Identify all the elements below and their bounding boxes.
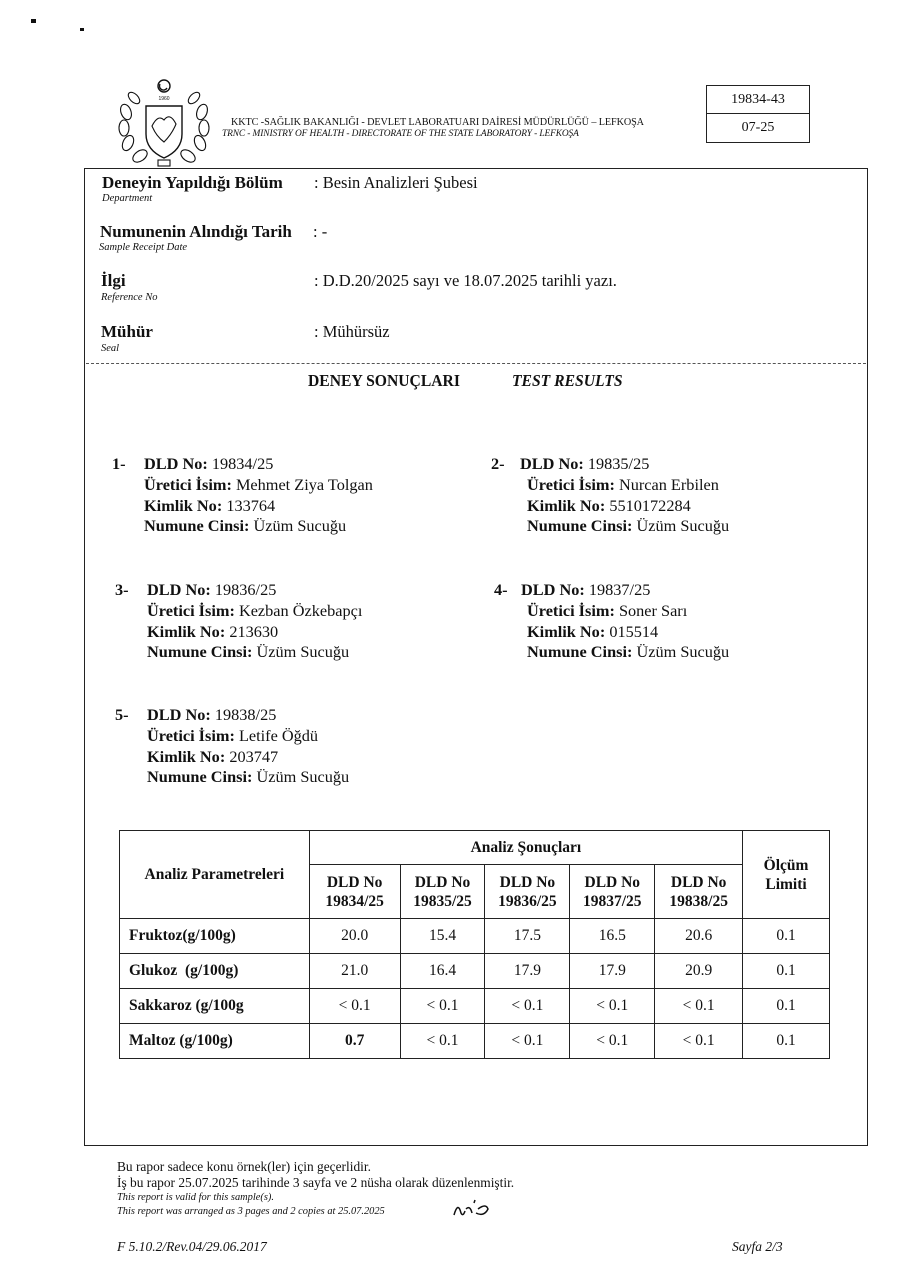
arrangement-note-en: This report was arranged as 3 pages and 2 copies at 25.07.2025 (117, 1206, 385, 1217)
organization-name-en: TRNC - MINISTRY OF HEALTH - DIRECTORATE OF THE STATE LABORATORY - LEFKOŞA (222, 129, 579, 139)
sample-index: 3- (115, 580, 129, 599)
results-table (119, 830, 830, 1059)
value-cell: < 0.1 (570, 989, 655, 1024)
svg-text:1960: 1960 (158, 96, 170, 102)
param-header: Analiz Parametreleri (120, 831, 310, 919)
sample-type: Üzüm Sucuğu (636, 516, 730, 536)
sample-index: 2- (491, 454, 505, 473)
param-cell: Sakkaroz (g/100g (120, 989, 310, 1024)
column-header: DLD No 19835/25 (400, 865, 485, 919)
value-cell: 16.5 (570, 919, 655, 954)
param-cell: Glukoz (g/100g) (120, 954, 310, 989)
signature-icon (452, 1197, 492, 1219)
sample-producer: Soner Sarı (618, 600, 688, 620)
param-cell: Fruktoz(g/100g) (120, 919, 310, 954)
organization-name-tr: KKTC -SAĞLIK BAKANLIĞI - DEVLET LABORATUARI DAİRESİ MÜDÜRLÜĞÜ – LEFKOŞA (231, 117, 644, 128)
reference-label: İlgi (101, 271, 126, 290)
sample-id: 133764 (226, 495, 276, 515)
form-code: F 5.10.2/Rev.04/29.06.2017 (117, 1239, 267, 1254)
limit-cell: 0.1 (743, 1024, 830, 1059)
value-cell: < 0.1 (400, 989, 485, 1024)
value-cell: < 0.1 (485, 1024, 570, 1059)
sample-index: 1- (112, 454, 126, 473)
value-cell: < 0.1 (309, 989, 400, 1024)
sample-index: 5- (115, 705, 129, 724)
sample-dld: 19835/25 (587, 454, 650, 473)
value-cell: 17.9 (485, 954, 570, 989)
value-cell: 15.4 (400, 919, 485, 954)
reference-date: 07-25 (741, 120, 775, 135)
value-cell: < 0.1 (485, 989, 570, 1024)
page-number: Sayfa 2/3 (732, 1239, 783, 1254)
sample-type: Üzüm Sucuğu (253, 516, 347, 536)
scan-speck (31, 19, 36, 23)
value-cell: 0.7 (309, 1024, 400, 1059)
value-cell: 20.9 (655, 954, 743, 989)
reference-box (706, 85, 810, 143)
validity-note-tr: Bu rapor sadece konu örnek(ler) için geçerlidir. (117, 1159, 371, 1174)
department-label: Deneyin Yapıldığı Bölüm (102, 173, 283, 192)
value-cell: 17.5 (485, 919, 570, 954)
government-emblem-icon (116, 76, 212, 168)
sample-producer: Nurcan Erbilen (618, 474, 719, 494)
sample-index: 4- (494, 580, 508, 599)
results-title-tr: DENEY SONUÇLARI (308, 371, 460, 390)
seal-value: : Mühürsüz (314, 322, 390, 341)
value-cell: 20.0 (309, 919, 400, 954)
reference-number: 19834-43 (707, 86, 809, 114)
scan-speck (80, 28, 84, 31)
sample-type: Üzüm Sucuğu (256, 642, 350, 662)
sample-type: Üzüm Sucuğu (256, 767, 350, 787)
sample-receipt-date-value: : - (313, 222, 328, 241)
sample-producer: Mehmet Ziya Tolgan (235, 474, 373, 494)
value-cell: < 0.1 (655, 1024, 743, 1059)
sample-id: 203747 (229, 746, 279, 766)
seal-sublabel: Seal (101, 343, 120, 354)
value-cell: < 0.1 (400, 1024, 485, 1059)
value-cell: 16.4 (400, 954, 485, 989)
limit-cell: 0.1 (743, 954, 830, 989)
sample-id: 015514 (609, 621, 659, 641)
value-cell: 20.6 (655, 919, 743, 954)
sample-type: Üzüm Sucuğu (636, 642, 730, 662)
value-cell: 21.0 (309, 954, 400, 989)
department-sublabel: Department (102, 193, 153, 204)
table-row (120, 919, 830, 954)
value-cell: < 0.1 (655, 989, 743, 1024)
sample-receipt-date-label: Numunenin Alındığı Tarih (100, 222, 292, 241)
validity-note-en: This report is valid for this sample(s). (117, 1192, 274, 1203)
sample-id: 5510172284 (609, 495, 691, 515)
sample-dld: 19836/25 (214, 580, 277, 599)
sample-dld: 19838/25 (214, 705, 277, 724)
table-row (120, 1024, 830, 1059)
sample-producer: Kezban Özkebapçı (238, 600, 363, 620)
value-cell: < 0.1 (570, 1024, 655, 1059)
sample-dld: 19834/25 (211, 454, 274, 473)
sample-producer: Letife Öğdü (238, 725, 319, 745)
sample-id: 213630 (229, 621, 279, 641)
section-divider (86, 363, 866, 364)
sample-dld: 19837/25 (588, 580, 651, 599)
table-row (120, 954, 830, 989)
column-header: DLD No 19838/25 (655, 865, 743, 919)
limit-header: Ölçüm Limiti (743, 831, 830, 919)
arrangement-note-tr: İş bu rapor 25.07.2025 tarihinde 3 sayfa ve 2 nüsha olarak düzenlenmiştir. (117, 1175, 515, 1190)
department-value: : Besin Analizleri Şubesi (314, 173, 478, 192)
param-cell: Maltoz (g/100g) (120, 1024, 310, 1059)
value-cell: 17.9 (570, 954, 655, 989)
seal-label: Mühür (101, 322, 153, 341)
table-row (120, 989, 830, 1024)
limit-cell: 0.1 (743, 989, 830, 1024)
results-header: Analiz Şonuçları (309, 831, 742, 865)
column-header: DLD No 19837/25 (570, 865, 655, 919)
reference-value: : D.D.20/2025 sayı ve 18.07.2025 tarihli yazı. (314, 271, 617, 290)
column-header: DLD No 19836/25 (485, 865, 570, 919)
column-header: DLD No 19834/25 (309, 865, 400, 919)
results-title-en: TEST RESULTS (512, 371, 623, 390)
limit-cell: 0.1 (743, 919, 830, 954)
reference-sublabel: Reference No (101, 292, 158, 303)
sample-receipt-date-sublabel: Sample Receipt Date (99, 242, 188, 253)
